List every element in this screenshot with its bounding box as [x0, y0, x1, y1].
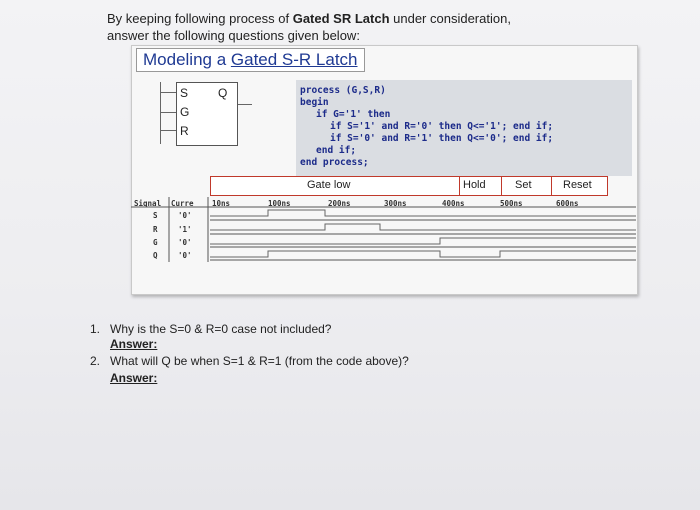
signal-name: R [153, 225, 158, 234]
intro-line-1: By keeping following process of Gated SR Latch under consideration, [107, 11, 511, 26]
header-time-5: 500ns [500, 199, 523, 208]
header-time-4: 400ns [442, 199, 465, 208]
code-line: if S='1' and R='0' then Q<='1'; end if; [330, 121, 554, 132]
question-2-text: What will Q be when S=1 & R=1 (from the code above)? [110, 354, 409, 368]
reset-button[interactable]: Reset [563, 179, 592, 191]
question-2-number: 2. [90, 354, 101, 368]
code-line: end if; [316, 145, 357, 156]
set-button[interactable]: Set [515, 179, 532, 191]
question-2-answer-label: Answer: [110, 371, 158, 385]
code-line: if G='1' then [316, 109, 391, 120]
header-signal: Signal [134, 199, 162, 208]
header-time-2: 200ns [328, 199, 351, 208]
signal-name: G [153, 238, 158, 247]
header-time-0: 10ns [212, 199, 231, 208]
signal-value: '0' [178, 238, 192, 247]
latch-s-label: S [180, 86, 189, 100]
slide-title: Modeling a Gated S-R Latch [136, 48, 365, 72]
signal-value: '1' [178, 225, 192, 234]
header-time-3: 300ns [384, 199, 407, 208]
question-1-number: 1. [90, 322, 101, 336]
signal-value: '0' [178, 251, 192, 260]
intro-line-2: answer the following questions given below: [107, 28, 360, 43]
latch-g-label: G [180, 105, 190, 119]
latch-q-label: Q [218, 86, 228, 100]
header-time-1: 100ns [268, 199, 291, 208]
hold-button[interactable]: Hold [463, 179, 486, 191]
code-line: begin [300, 97, 329, 108]
signal-name: S [153, 211, 158, 220]
question-1-text: Why is the S=0 & R=0 case not included? [110, 322, 332, 336]
latch-r-label: R [180, 124, 189, 138]
intro-bold: Gated SR Latch [292, 11, 390, 26]
question-1-answer-label: Answer: [110, 337, 158, 351]
signal-value: '0' [178, 211, 192, 220]
gate-low-button[interactable]: Gate low [307, 179, 351, 191]
signal-name: Q [153, 251, 158, 260]
code-line: if S='0' and R='1' then Q<='0'; end if; [330, 133, 554, 144]
header-current: Curre [171, 199, 194, 208]
header-time-6: 600ns [556, 199, 579, 208]
code-line: process (G,S,R) [300, 85, 386, 96]
code-line: end process; [300, 157, 369, 168]
